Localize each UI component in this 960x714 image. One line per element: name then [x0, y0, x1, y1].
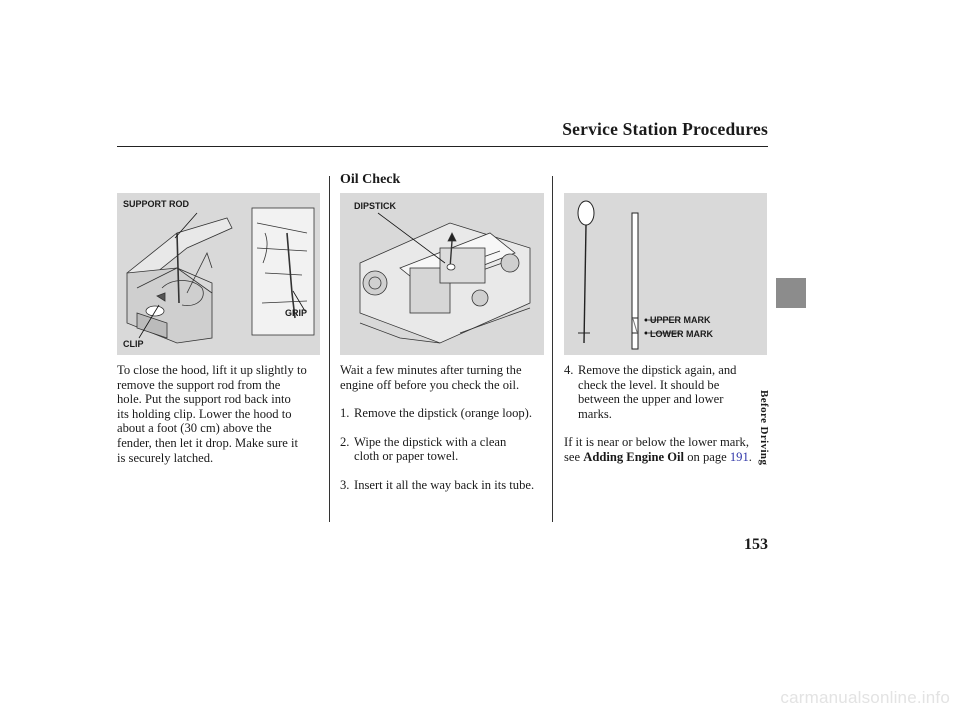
- dipstick-callout: DIPSTICK: [354, 201, 397, 211]
- hood-closing-instructions: [117, 363, 327, 465]
- engine-dipstick-figure: [340, 193, 544, 355]
- on-page-text: on page: [687, 449, 727, 464]
- text-line: remove the support rod from the: [117, 377, 281, 392]
- step-number: 4.: [564, 363, 574, 377]
- hood-illustration: [117, 193, 320, 355]
- text-line: If it is near or below the lower mark,: [564, 435, 749, 450]
- step-3: [340, 478, 550, 493]
- hood-support-rod-figure: [117, 193, 320, 355]
- text-line: Remove the dipstick again, and: [578, 363, 737, 377]
- grip-callout: GRIP: [285, 308, 308, 318]
- adding-engine-oil-link[interactable]: Adding Engine Oil: [583, 449, 685, 464]
- text-line: Insert it all the way back in its tube.: [354, 477, 535, 492]
- column-divider-left: [329, 176, 330, 522]
- text-line: To close the hood, lift it up slightly to: [117, 363, 307, 377]
- page-number: 153: [744, 536, 768, 553]
- text-line: about a foot (30 cm) above the: [117, 421, 272, 436]
- step-2: [340, 435, 550, 464]
- text-line: its holding clip. Lower the hood to: [117, 406, 292, 421]
- cross-reference: [564, 450, 774, 465]
- step-number: 3.: [340, 477, 350, 492]
- text-line: Remove the dipstick (orange loop).: [354, 406, 533, 421]
- text-line: between the upper and lower: [578, 392, 724, 407]
- support-rod-callout: SUPPORT ROD: [123, 199, 190, 209]
- step-1: [340, 406, 550, 421]
- see-text: see: [564, 449, 581, 464]
- page-title: Service Station Procedures: [562, 119, 768, 139]
- period: .: [748, 449, 752, 464]
- text-line: cloth or paper towel.: [354, 449, 459, 464]
- text-line: marks.: [578, 406, 612, 421]
- page-191-link[interactable]: 191: [729, 449, 749, 464]
- text-line: check the level. It should be: [578, 377, 720, 392]
- engine-illustration: [340, 193, 544, 355]
- text-line: fender, then let it drop. Make sure it: [117, 435, 298, 450]
- lower-mark-callout: LOWER MARK: [650, 329, 713, 339]
- text-line: Wait a few minutes after turning the: [340, 363, 522, 377]
- text-line: hole. Put the support rod back into: [117, 392, 291, 407]
- step-4: [564, 363, 774, 421]
- oil-level-instructions: [564, 363, 774, 465]
- oil-check-heading: Oil Check: [340, 172, 401, 187]
- step-number: 1.: [340, 406, 350, 421]
- header-rule: [117, 146, 768, 147]
- text-line: Wipe the dipstick with a clean: [354, 434, 507, 449]
- upper-mark-callout: UPPER MARK: [650, 315, 711, 325]
- text-line: engine off before you check the oil.: [340, 377, 520, 392]
- section-tab-marker: [776, 278, 806, 308]
- section-tab-label: Before Driving: [758, 390, 770, 466]
- dipstick-marks-figure: [564, 193, 767, 355]
- text-line: is securely latched.: [117, 450, 214, 465]
- column-divider-right: [552, 176, 553, 522]
- clip-callout: CLIP: [123, 339, 144, 349]
- step-number: 2.: [340, 434, 350, 449]
- oil-check-instructions: [340, 363, 550, 493]
- watermark: carmanualsonline.info: [780, 688, 950, 707]
